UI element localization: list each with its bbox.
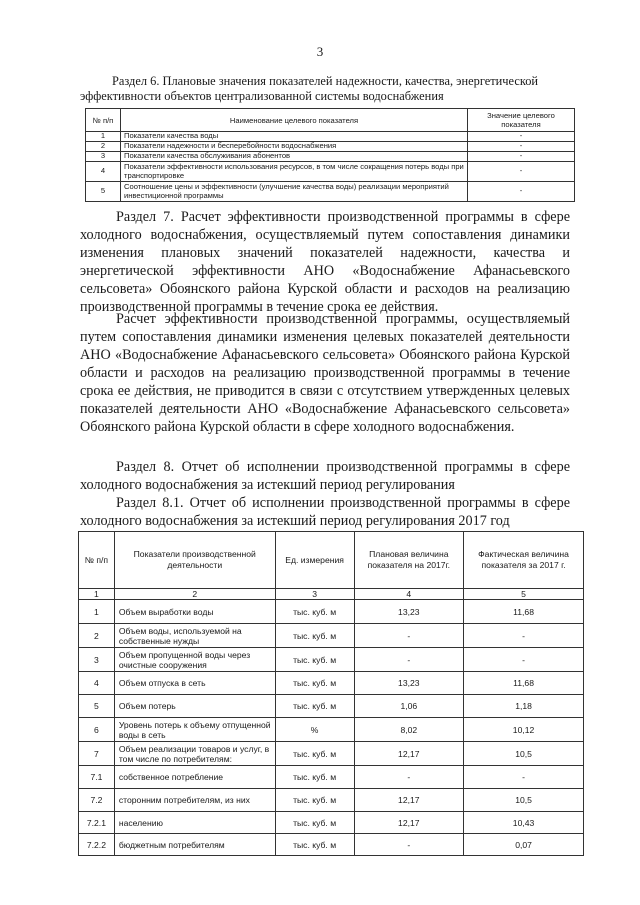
cell-plan: 13,23 bbox=[354, 600, 464, 624]
cell-value: - bbox=[468, 162, 575, 182]
cell-value: - bbox=[468, 182, 575, 202]
cell-unit: тыс. куб. м bbox=[275, 812, 354, 834]
cell-plan: - bbox=[354, 834, 464, 856]
cell-num: 7.2.1 bbox=[79, 812, 115, 834]
table-row bbox=[86, 162, 575, 182]
section8-title-text: Раздел 8. Отчет об исполнении производственной программы в сфере холодного водоснабжения за истекший период регулирования bbox=[80, 459, 570, 493]
cell-plan: 1,06 bbox=[354, 695, 464, 718]
cell-fact: 10,5 bbox=[464, 789, 584, 812]
cell-unit: тыс. куб. м bbox=[275, 789, 354, 812]
cell-indicator: Объем реализации товаров и услуг, в том числе по потребителям: bbox=[114, 742, 275, 766]
cell-name: Соотношение цены и эффективности (улучшение качества воды) реализации мероприятий инвестиционной программы bbox=[121, 182, 468, 202]
col-num-header: № п/п bbox=[86, 109, 121, 132]
cell-num: 2 bbox=[86, 142, 121, 152]
table-header-row bbox=[86, 109, 575, 132]
cell-fact: - bbox=[464, 624, 584, 648]
table-row bbox=[79, 695, 584, 718]
cell-unit: тыс. куб. м bbox=[275, 834, 354, 856]
index-cell: 4 bbox=[354, 589, 464, 600]
col-indicator-header: Показатели производственной деятельности bbox=[114, 532, 275, 589]
table-row bbox=[79, 672, 584, 695]
section7-text2: Расчет эффективности производственной программы, осуществляемый путем сопоставления динамики изменения целевых показателей деятельности АНО «Водоснабжение Афанасьевского сельсовета» Обоянского района Курской области и расходов на реализацию производственной программы в течение срока ее действия, не приводится в связи с отсутствием утвержденных целевых показателей деятельности АНО «Водоснабжение Афанасьевского сельсовета» Обоянского района Курской области в сфере холодного водоснабжения. bbox=[80, 311, 570, 435]
cell-num: 6 bbox=[79, 718, 115, 742]
cell-num: 4 bbox=[86, 162, 121, 182]
cell-num: 7.1 bbox=[79, 766, 115, 789]
table-row bbox=[86, 152, 575, 162]
section8-subtitle bbox=[80, 494, 570, 530]
cell-num: 1 bbox=[79, 600, 115, 624]
cell-plan: 13,23 bbox=[354, 672, 464, 695]
cell-num: 5 bbox=[86, 182, 121, 202]
page-number: 3 bbox=[316, 44, 324, 59]
table-row bbox=[79, 766, 584, 789]
cell-unit: тыс. куб. м bbox=[275, 742, 354, 766]
table-row bbox=[79, 812, 584, 834]
cell-fact: 10,12 bbox=[464, 718, 584, 742]
cell-plan: 12,17 bbox=[354, 742, 464, 766]
cell-plan: 12,17 bbox=[354, 789, 464, 812]
col-fact-header: Фактическая величина показателя за 2017 г. bbox=[464, 532, 584, 589]
cell-fact: 0,07 bbox=[464, 834, 584, 856]
cell-unit: тыс. куб. м bbox=[275, 648, 354, 672]
col-num-header: № п/п bbox=[79, 532, 115, 589]
cell-unit: тыс. куб. м bbox=[275, 600, 354, 624]
cell-indicator: Объем отпуска в сеть bbox=[114, 672, 275, 695]
table-row bbox=[79, 789, 584, 812]
cell-num: 3 bbox=[86, 152, 121, 162]
cell-num: 4 bbox=[79, 672, 115, 695]
table-row bbox=[86, 182, 575, 202]
cell-unit: тыс. куб. м bbox=[275, 624, 354, 648]
index-cell: 2 bbox=[114, 589, 275, 600]
cell-indicator: населению bbox=[114, 812, 275, 834]
cell-indicator: Объем воды, используемой на собственные нужды bbox=[114, 624, 275, 648]
table-row bbox=[79, 600, 584, 624]
section6-title-line1: Раздел 6. Плановые значения показателей надежности, качества, энергетической bbox=[112, 74, 539, 88]
cell-plan: - bbox=[354, 648, 464, 672]
cell-indicator: бюджетным потребителям bbox=[114, 834, 275, 856]
table-row bbox=[79, 834, 584, 856]
table-row bbox=[79, 648, 584, 672]
cell-indicator: Объем потерь bbox=[114, 695, 275, 718]
cell-plan: 8,02 bbox=[354, 718, 464, 742]
cell-num: 2 bbox=[79, 624, 115, 648]
cell-fact: 10,5 bbox=[464, 742, 584, 766]
cell-num: 7.2.2 bbox=[79, 834, 115, 856]
cell-fact: - bbox=[464, 766, 584, 789]
cell-indicator: сторонним потребителям, из них bbox=[114, 789, 275, 812]
cell-name: Показатели качества воды bbox=[121, 132, 468, 142]
table-header-row bbox=[79, 532, 584, 589]
index-cell: 1 bbox=[79, 589, 115, 600]
table-row bbox=[86, 142, 575, 152]
cell-indicator: собственное потребление bbox=[114, 766, 275, 789]
table-row bbox=[79, 624, 584, 648]
table-row bbox=[79, 718, 584, 742]
section7-paragraph2 bbox=[80, 310, 570, 436]
cell-fact: 10,43 bbox=[464, 812, 584, 834]
cell-value: - bbox=[468, 132, 575, 142]
cell-plan: 12,17 bbox=[354, 812, 464, 834]
cell-name: Показатели качества обслуживания абонентов bbox=[121, 152, 468, 162]
cell-indicator: Объем выработки воды bbox=[114, 600, 275, 624]
cell-fact: - bbox=[464, 648, 584, 672]
section6-table bbox=[85, 108, 575, 202]
cell-value: - bbox=[468, 142, 575, 152]
section6-title-line2: эффективности объектов централизованной системы водоснабжения bbox=[80, 89, 444, 103]
cell-unit: тыс. куб. м bbox=[275, 766, 354, 789]
cell-plan: - bbox=[354, 766, 464, 789]
cell-fact: 1,18 bbox=[464, 695, 584, 718]
section6-title bbox=[80, 74, 580, 104]
cell-unit: тыс. куб. м bbox=[275, 695, 354, 718]
cell-num: 1 bbox=[86, 132, 121, 142]
col-plan-header: Плановая величина показателя на 2017г. bbox=[354, 532, 464, 589]
table-row bbox=[79, 742, 584, 766]
cell-num: 5 bbox=[79, 695, 115, 718]
cell-num: 7.2 bbox=[79, 789, 115, 812]
cell-indicator: Объем пропущенной воды через очистные сооружения bbox=[114, 648, 275, 672]
section7-text1: Раздел 7. Расчет эффективности производственной программы в сфере холодного водоснабжения, осуществляемый путем сопоставления динамики изменения плановых значений показателей надежности, качества и энергетической эффективности АНО «Водоснабжение Афанасьевского сельсовета» Обоянского района Курской области и расходов на реализацию производственной программы в течение срока ее действия. bbox=[80, 209, 570, 315]
col-name-header: Наименование целевого показателя bbox=[121, 109, 468, 132]
cell-name: Показатели надежности и бесперебойности водоснабжения bbox=[121, 142, 468, 152]
cell-num: 3 bbox=[79, 648, 115, 672]
section8-title bbox=[80, 458, 570, 494]
table-row bbox=[86, 132, 575, 142]
col-value-header: Значение целевого показателя bbox=[468, 109, 575, 132]
cell-indicator: Уровень потерь к объему отпущенной воды в сеть bbox=[114, 718, 275, 742]
cell-plan: - bbox=[354, 624, 464, 648]
cell-num: 7 bbox=[79, 742, 115, 766]
section81-table bbox=[78, 531, 584, 856]
cell-unit: тыс. куб. м bbox=[275, 672, 354, 695]
cell-value: - bbox=[468, 152, 575, 162]
cell-name: Показатели эффективности использования ресурсов, в том числе сокращения потерь воды при транспортировке bbox=[121, 162, 468, 182]
section8-subtitle-text: Раздел 8.1. Отчет об исполнении производственной программы в сфере холодного водоснабжения за истекший период регулирования 2017 год bbox=[80, 495, 570, 529]
section7-paragraph1 bbox=[80, 208, 570, 316]
cell-unit: % bbox=[275, 718, 354, 742]
col-unit-header: Ед. измерения bbox=[275, 532, 354, 589]
cell-fact: 11,68 bbox=[464, 600, 584, 624]
index-cell: 3 bbox=[275, 589, 354, 600]
index-cell: 5 bbox=[464, 589, 584, 600]
index-row bbox=[79, 589, 584, 600]
cell-fact: 11,68 bbox=[464, 672, 584, 695]
